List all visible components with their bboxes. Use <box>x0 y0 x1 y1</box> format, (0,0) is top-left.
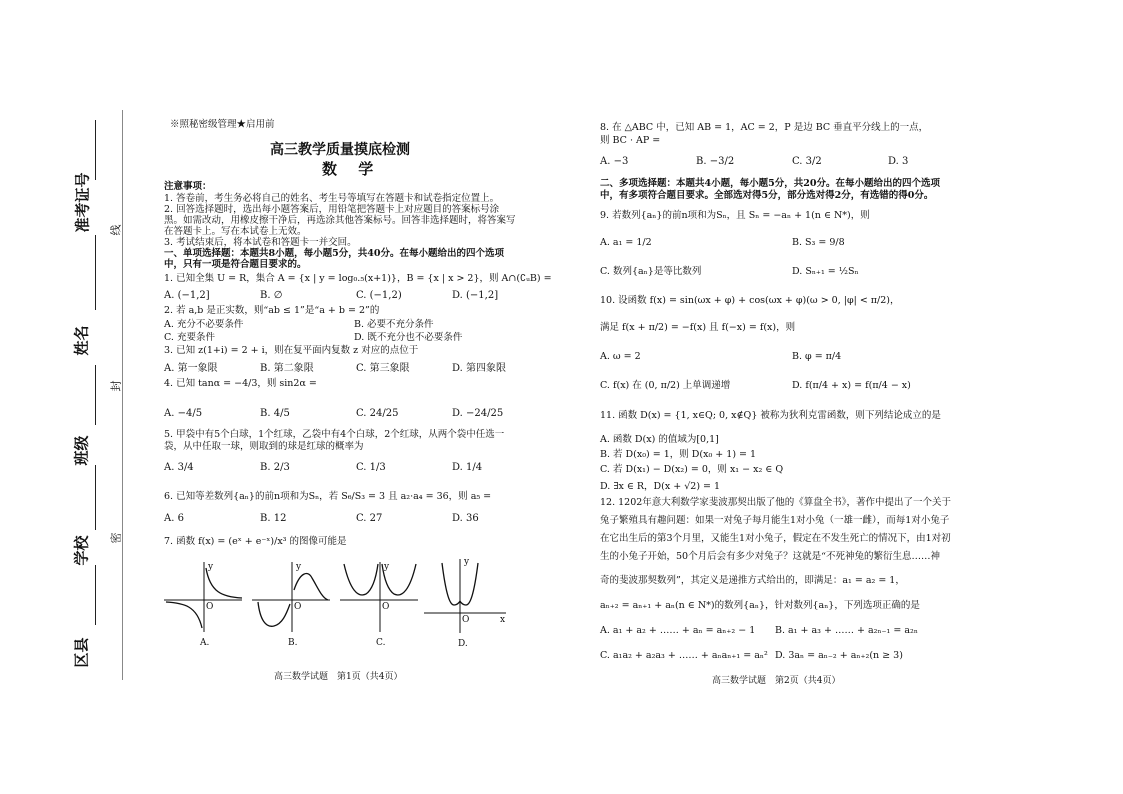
y-axis-label: y <box>384 562 390 572</box>
page-footer: 高三数学试题 第2页（共4页） <box>712 676 841 686</box>
option-b: B. S₃ = 9/8 <box>792 237 845 248</box>
question-12-stem: 奇的斐波那契数列”，其定义是递推方式给出的，即满足：a₁ = a₂ = 1， <box>600 575 905 586</box>
note-line: 黑。如需改动，用橡皮擦干净后，再选涂其他答案标号。回答非选择题时，将答案写 <box>164 215 516 226</box>
question-5-stem: 5. 甲袋中有5个白球，1个红球，乙袋中有4个白球，2个红球，从两个袋中任选一 <box>164 429 505 440</box>
origin-label: O <box>294 602 302 612</box>
option-a: A. ω = 2 <box>600 351 641 362</box>
confidential-note: ※照秘密级管理★启用前 <box>170 119 275 130</box>
question-11-stem: 11. 函数 D(x) = {1, x∈Q; 0, x∉Q} 被称为狄利克雷函数，则下列结论成立的是 <box>600 410 941 421</box>
question-6-options <box>164 513 514 524</box>
seal-mark-line: 线 <box>109 224 123 236</box>
binding-label-name: 姓名 <box>72 325 91 356</box>
question-12-stem: 12. 1202年意大利数学家斐波那契出版了他的《算盘全书》，著作中提出了一个关于 <box>600 497 952 508</box>
binding-line <box>95 365 96 425</box>
curve-left <box>166 602 202 628</box>
option-d: D. 既不充分也不必要条件 <box>354 332 463 343</box>
option-a: A. (−1,2] <box>164 290 210 301</box>
option-b: B. 第二象限 <box>260 363 314 374</box>
y-axis-label: y <box>208 562 214 572</box>
option-a: A. a₁ + a₂ + …… + aₙ = aₙ₊₂ − 1 <box>600 625 756 636</box>
option-b: B. 必要不充分条件 <box>354 319 434 330</box>
binding-line <box>95 120 96 180</box>
question-12-stem: 在它出生后的第3个月里，又能生1对小兔子，假定在不发生死亡的情况下，由1对初 <box>600 533 951 544</box>
option-c: C. a₁a₂ + a₂a₃ + …… + aₙaₙ₊₁ = aₙ² <box>600 650 768 661</box>
question-1-stem: 1. 已知全集 U = R，集合 A = {x | y = log₀.₅(x+1)}，B = {x | x > 2}，则 A∩(∁ᵤB) = <box>164 273 552 284</box>
question-10-stem: 满足 f(x + π/2) = −f(x) 且 f(−x) = f(x)，则 <box>600 322 796 333</box>
option-a: A. 函数 D(x) 的值域为[0,1] <box>600 434 719 445</box>
option-d: D. 第四象限 <box>452 363 507 374</box>
page-footer: 高三数学试题 第1页（共4页） <box>274 672 403 682</box>
binding-strip <box>70 110 126 680</box>
note-line: 2. 回答选择题时，选出每小题答案后，用铅笔把答题卡上对应题目的答案标号涂 <box>164 204 500 215</box>
graph-d-label: D. <box>458 639 468 649</box>
graph-b <box>252 560 332 648</box>
section-heading: 中，只有一项是符合题目要求的。 <box>164 259 307 270</box>
option-a: A. 充分不必要条件 <box>164 319 244 330</box>
note-line: 3. 考试结束后，将本试卷和答题卡一并交回。 <box>164 237 357 248</box>
question-5-options <box>164 462 514 473</box>
option-d: D. 1/4 <box>452 462 483 473</box>
option-c: C. 27 <box>356 513 383 524</box>
option-c: C. 若 D(x₁) − D(x₂) = 0，则 x₁ − x₂ ∈ Q <box>600 464 784 475</box>
note-line: 在答题卡上。写在本试卷上无效。 <box>164 226 307 237</box>
curve-left <box>258 602 290 626</box>
option-d: D. ∃x ∈ R，D(x + √2) = 1 <box>600 481 721 492</box>
option-b: B. ∅ <box>260 290 283 301</box>
question-8-stem: 8. 在 △ABC 中，已知 AB = 1，AC = 2，P 是边 BC 垂直平分线上的一点， <box>600 122 929 133</box>
fold-line <box>122 110 123 680</box>
option-b: B. φ = π/4 <box>792 351 842 362</box>
question-2-stem: 2. 若 a,b 是正实数，则“ab ≤ 1”是“a + b = 2”的 <box>164 305 380 316</box>
exam-subject: 数 学 <box>322 160 382 178</box>
option-d: D. 3aₙ = aₙ₋₂ + aₙ₊₂(n ≥ 3) <box>775 650 903 661</box>
option-b: B. 12 <box>260 513 287 524</box>
option-c: C. 数列{aₙ}是等比数列 <box>600 266 702 277</box>
note-line: 1. 答卷前，考生务必将自己的姓名、考生号等填写在答题卡和试卷指定位置上。 <box>164 193 500 204</box>
question-8-options <box>600 156 970 167</box>
graph-c-label: C. <box>376 638 386 648</box>
question-3-options <box>164 359 514 374</box>
question-4-stem: 4. 已知 tanα = −4/3，则 sin2α = <box>164 378 317 389</box>
graph-a-label: A. <box>200 638 210 648</box>
question-8-stem: 则 BC · AP = <box>600 135 661 146</box>
option-b: B. −3/2 <box>696 156 735 167</box>
section-heading: 中，有多项符合题目要求。全部选对得5分，部分选对得2分，有选错的得0分。 <box>600 190 934 201</box>
question-1-options <box>164 290 514 301</box>
question-7-stem: 7. 函数 f(x) = (eˣ + e⁻ˣ)/x³ 的图像可能是 <box>164 536 347 547</box>
binding-label-school: 学校 <box>72 535 91 566</box>
option-b: B. 4/5 <box>260 408 290 419</box>
binding-line <box>95 565 96 625</box>
binding-label-exam-number: 准考证号 <box>73 172 92 233</box>
curve-left <box>344 564 378 595</box>
option-b: B. 若 D(x₀) = 1，则 D(x₀ + 1) = 1 <box>600 449 757 460</box>
question-12-stem: aₙ₊₂ = aₙ₊₁ + aₙ(n ∈ N*)的数列{aₙ}，针对数列{aₙ}，下列选项正确的是 <box>600 600 920 611</box>
option-c: C. (−1,2) <box>356 290 402 301</box>
option-a: A. a₁ = 1/2 <box>600 237 652 248</box>
option-d: D. Sₙ₊₁ = ½Sₙ <box>792 266 859 277</box>
option-c: C. 第三象限 <box>356 363 410 374</box>
question-12-stem: 兔子繁殖具有趣问题：如果一对兔子每月能生1对小兔（一雄一雌），而每1对小兔子 <box>600 515 950 526</box>
binding-line <box>95 465 96 530</box>
y-axis-label: y <box>464 557 470 567</box>
option-a: A. −3 <box>600 156 629 167</box>
section-heading: 一、单项选择题：本题共8小题，每小题5分，共40分。在每小题给出的四个选项 <box>164 248 504 259</box>
option-d: D. f(π/4 + x) = f(π/4 − x) <box>792 380 911 391</box>
option-b: B. 2/3 <box>260 462 290 473</box>
option-a: A. 3/4 <box>164 462 194 473</box>
origin-label: O <box>206 602 214 612</box>
origin-label: O <box>462 615 470 625</box>
option-c: C. 1/3 <box>356 462 386 473</box>
option-b: B. a₁ + a₃ + …… + a₂ₙ₋₁ = a₂ₙ <box>775 625 918 636</box>
graph-b-plot <box>252 560 332 635</box>
option-d: D. 36 <box>452 513 479 524</box>
x-axis-label: x <box>500 615 506 625</box>
question-4-options <box>164 408 514 419</box>
seal-mark-secret: 密 <box>109 532 123 544</box>
option-d: D. 3 <box>888 156 909 167</box>
binding-line <box>95 235 96 310</box>
graph-b-label: B. <box>288 638 298 648</box>
option-c: C. 24/25 <box>356 408 399 419</box>
section-heading: 二、多项选择题：本题共4小题，每小题5分，共20分。在每小题给出的四个选项 <box>600 178 940 189</box>
seal-mark-seal: 封 <box>109 380 123 392</box>
question-3-stem: 3. 已知 z(1+i) = 2 + i，则在复平面内复数 z 对应的点位于 <box>164 345 419 356</box>
option-a: A. 第一象限 <box>164 363 218 374</box>
question-6-stem: 6. 已知等差数列{aₙ}的前n项和为Sₙ，若 S₆/S₃ = 3 且 a₂·a₄ = 36，则 a₅ = <box>164 491 492 502</box>
y-axis-label: y <box>296 562 302 572</box>
graph-c-plot <box>340 560 420 635</box>
notes-header: 注意事项： <box>164 181 212 192</box>
option-c: C. f(x) 在 (0, π/2) 上单调递增 <box>600 380 731 391</box>
binding-label-district: 区县 <box>72 637 91 668</box>
curve-right <box>294 574 328 600</box>
graph-d <box>424 555 508 647</box>
exam-title: 高三教学质量摸底检测 <box>270 142 410 158</box>
graph-c <box>340 560 420 648</box>
graph-a <box>164 560 244 648</box>
option-c: C. 充要条件 <box>164 332 215 343</box>
option-a: A. −4/5 <box>164 408 203 419</box>
option-d: D. −24/25 <box>452 408 504 419</box>
origin-label: O <box>382 602 390 612</box>
curve-right <box>206 568 242 598</box>
question-9-stem: 9. 若数列{aₙ}的前n项和为Sₙ，且 Sₙ = −aₙ + 1(n ∈ N*)，则 <box>600 210 870 221</box>
graph-a-plot <box>164 560 244 635</box>
question-10-stem: 10. 设函数 f(x) = sin(ωx + φ) + cos(ωx + φ)(ω > 0, |φ| < π/2)， <box>600 295 900 306</box>
question-12-stem: 生的小兔子开始，50个月后会有多少对兔子？这就是“不死神兔的繁衍生息……神 <box>600 551 940 562</box>
option-c: C. 3/2 <box>792 156 822 167</box>
option-d: D. (−1,2] <box>452 290 499 301</box>
binding-label-class: 班级 <box>72 435 91 466</box>
question-5-stem: 袋，从中任取一球，则取到的球是红球的概率为 <box>164 441 364 452</box>
option-a: A. 6 <box>164 513 184 524</box>
